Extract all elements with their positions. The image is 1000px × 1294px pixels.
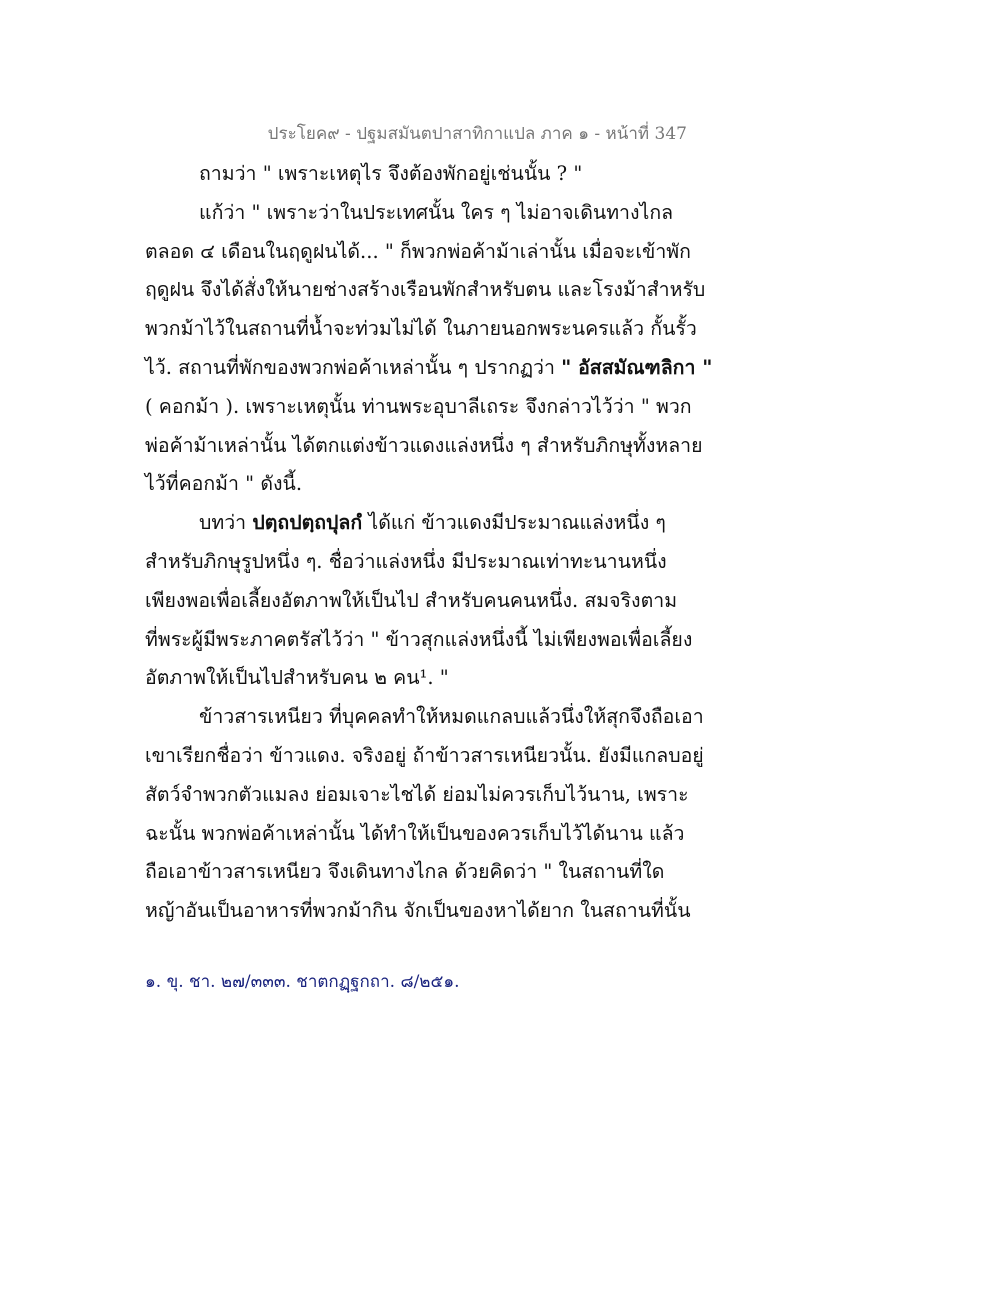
text-line: ฉะนั้น พวกพ่อค้าเหล่านั้น ได้ทำให้เป็นของควรเก็บไว้ได้นาน แล้ว [145,821,685,845]
text-line: ไว้ที่คอกม้า " ดังนี้. [145,472,303,496]
text-line: ถือเอาข้าวสารเหนียว จึงเดินทางไกล ด้วยคิดว่า " ในสถานที่ใด [145,860,665,884]
text-line: พวกม้าไว้ในสถานที่น้ำจะท่วมไม่ได้ ในภายนอกพระนครแล้ว กั้นรั้ว [145,317,697,341]
text-line: ฤดูฝน จึงได้สั่งให้นายช่างสร้างเรือนพักสำหรับตน และโรงม้าสำหรับ [145,278,706,302]
running-header: ประโยค๙ - ปฐมสมันตปาสาทิกาแปล ภาค ๑ - หน้าที่ 347 [267,124,687,144]
text-line: อัตภาพให้เป็นไปสำหรับคน ๒ คน¹. " [145,666,449,690]
bold-term-assamandalika: " อัสสมัณฑลิกา " [561,355,713,379]
text-line [145,504,695,543]
text-line: เขาเรียกชื่อว่า ข้าวแดง. จริงอยู่ ถ้าข้าวสารเหนียวนั้น. ยังมีแกลบอยู่ [145,743,704,767]
text-line: พ่อค้าม้าเหล่านั้น ได้ตกแต่งข้าวแดงแล่งหนึ่ง ๆ สำหรับภิกษุทั้งหลาย [145,433,703,457]
text-line [145,349,713,388]
text-line: ( คอกม้า ). เพราะเหตุนั้น ท่านพระอุบาลีเถระ จึงกล่าวไว้ว่า " พวก [145,394,692,418]
text-line: แก้ว่า " เพราะว่าในประเทศนั้น ใคร ๆ ไม่อาจเดินทางไกล [199,200,674,224]
text-line: ข้าวสารเหนียว ที่บุคคลทำให้หมดแกลบแล้วนึ่งให้สุกจึงถือเอา [199,705,704,729]
text-line-plain: ได้แก่ ข้าวแดงมีประมาณแล่งหนึ่ง ๆ [362,511,666,535]
text-line: สำหรับภิกษุรูปหนึ่ง ๆ. ชื่อว่าแล่งหนึ่ง มีประมาณเท่าทะนานหนึ่ง [145,549,667,573]
text-line: หญ้าอันเป็นอาหารที่พวกม้ากิน จักเป็นของหาได้ยาก ในสถานที่นั้น [145,899,691,923]
text-line: สัตว์จำพวกตัวแมลง ย่อมเจาะไชได้ ย่อมไม่ควรเก็บไว้นาน, เพราะ [145,782,689,806]
text-line: ถามว่า " เพราะเหตุไร จึงต้องพักอยู่เช่นนั้น ? " [199,162,583,185]
text-line: เพียงพอเพื่อเลี้ยงอัตภาพให้เป็นไป สำหรับคนคนหนึ่ง. สมจริงตาม [145,588,678,612]
body-text [145,155,713,931]
text-line-plain: บทว่า [199,511,253,535]
text-line: ตลอด ๔ เดือนในฤดูฝนได้... " ก็พวกพ่อค้าม้าเล่านั้น เมื่อจะเข้าพัก [145,239,691,263]
text-line: ที่พระผู้มีพระภาคตรัสไว้ว่า " ข้าวสุกแล่งหนึ่งนี้ ไม่เพียงพอเพื่อเลี้ยง [145,627,693,651]
bold-term-patthapulaka: ปตฺถปตฺถปุลกํ [252,511,363,535]
footnote: ๑. ขุ. ชา. ๒๗/๓๓๓. ชาตกฏฺฐกถา. ๘/๒๕๑. [145,972,460,992]
text-line-plain: ไว้. สถานที่พักของพวกพ่อค้าเหล่านั้น ๆ ปรากฏว่า [145,355,562,379]
